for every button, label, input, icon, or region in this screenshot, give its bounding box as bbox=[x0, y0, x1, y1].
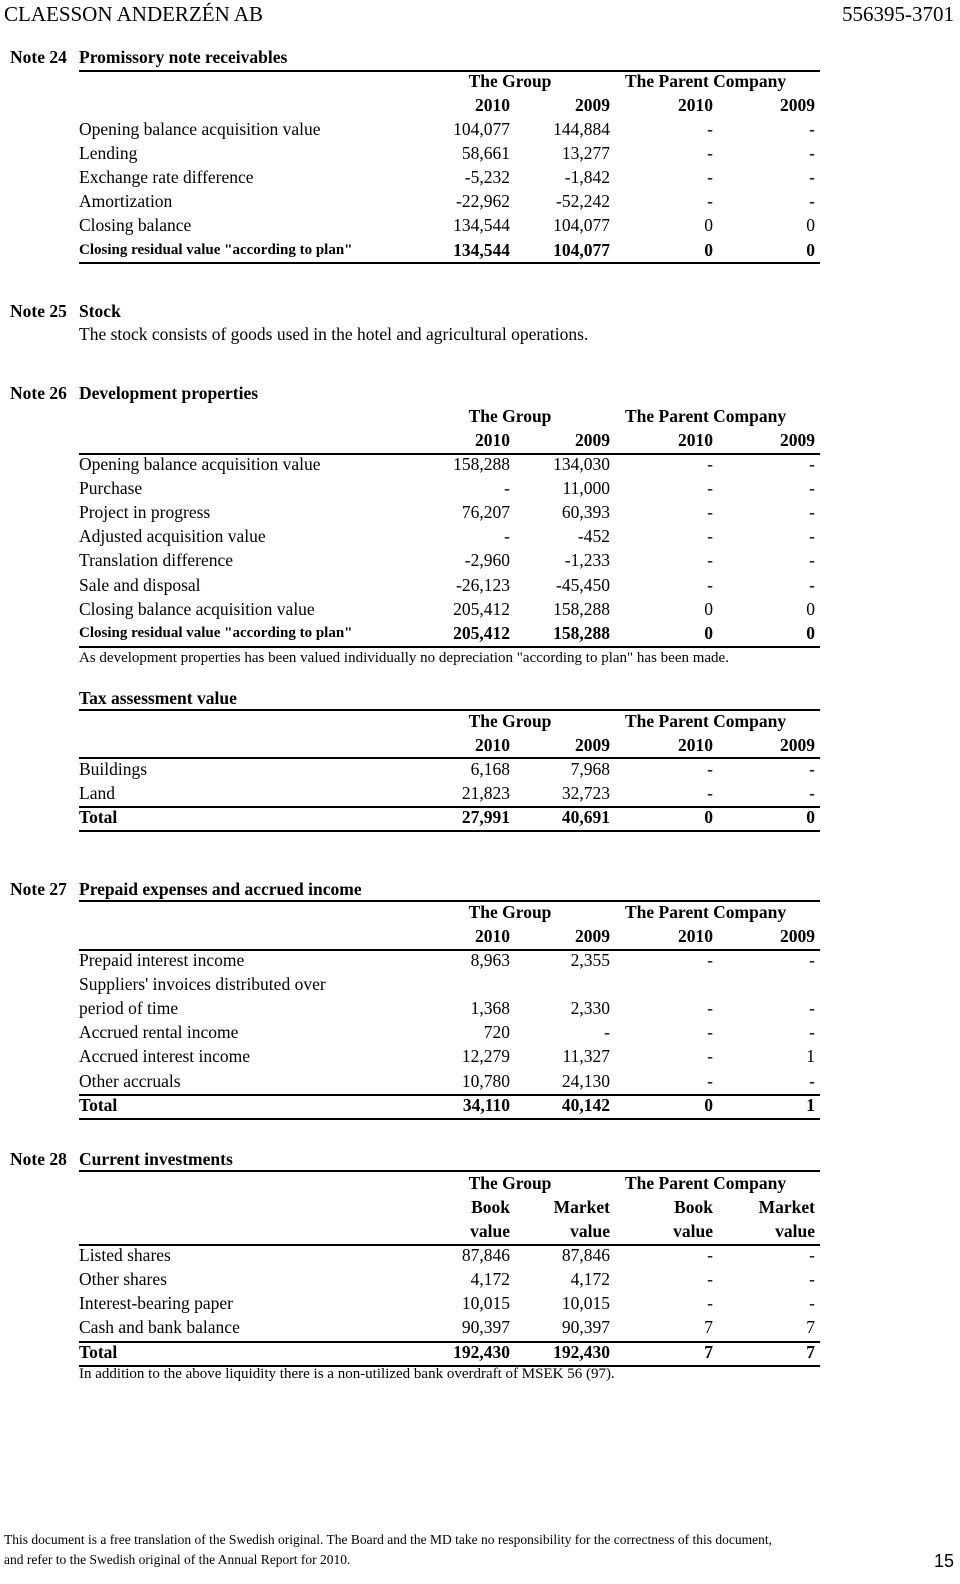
value-cell: - bbox=[809, 1245, 815, 1265]
value-cell: - bbox=[707, 1070, 713, 1091]
value-cell: 104,077 bbox=[553, 215, 610, 236]
value-cell: - bbox=[707, 478, 713, 499]
value-cell: 7 bbox=[806, 1317, 815, 1338]
note-title: Development properties bbox=[79, 383, 259, 403]
row-label: Closing balance acquisition value bbox=[79, 598, 315, 619]
value-cell: 104,077 bbox=[553, 239, 610, 260]
divider bbox=[79, 830, 820, 832]
row-label: Project in progress bbox=[79, 502, 211, 523]
divider bbox=[79, 646, 820, 648]
value-cell: - bbox=[504, 526, 510, 547]
footer-reference: and refer to the Swedish original of the Annual Report for 2010. bbox=[4, 1552, 351, 1567]
value-cell: 27,991 bbox=[461, 807, 510, 827]
row-label: Buildings bbox=[79, 759, 148, 779]
value-cell: 40,691 bbox=[561, 807, 610, 827]
company-name: CLAESSON ANDERZÉN AB bbox=[4, 2, 264, 26]
value-cell: 60,393 bbox=[561, 502, 610, 523]
column-header: Book bbox=[471, 1197, 510, 1218]
column-header: value bbox=[570, 1221, 610, 1242]
value-cell: - bbox=[707, 1293, 713, 1314]
row-label: Cash and bank balance bbox=[79, 1317, 240, 1338]
value-cell: -452 bbox=[577, 526, 610, 547]
value-cell: -52,242 bbox=[556, 191, 610, 212]
column-header: value bbox=[775, 1221, 815, 1242]
column-header: 2009 bbox=[780, 95, 815, 116]
value-cell: 158,288 bbox=[553, 598, 610, 619]
value-cell: 0 bbox=[704, 598, 713, 619]
row-label: Total bbox=[79, 1095, 118, 1115]
column-group-header: The Parent Company bbox=[625, 71, 787, 91]
value-cell: - bbox=[809, 1269, 815, 1290]
value-cell: 134,544 bbox=[453, 239, 510, 260]
value-cell: 58,661 bbox=[461, 143, 510, 164]
value-cell: 12,279 bbox=[461, 1046, 510, 1067]
column-header: 2010 bbox=[475, 735, 510, 756]
value-cell: 11,000 bbox=[562, 478, 610, 499]
tax-title: Tax assessment value bbox=[79, 688, 237, 708]
column-header: 2009 bbox=[780, 430, 815, 451]
value-cell: 0 bbox=[704, 622, 713, 643]
column-header: Market bbox=[758, 1197, 815, 1218]
value-cell: 0 bbox=[704, 215, 713, 236]
note-title: Promissory note receivables bbox=[79, 47, 288, 67]
divider bbox=[79, 1118, 820, 1120]
column-group-header: The Parent Company bbox=[625, 406, 787, 426]
value-cell: 1 bbox=[806, 1095, 815, 1115]
value-cell: 87,846 bbox=[461, 1245, 510, 1265]
value-cell: - bbox=[809, 478, 815, 499]
row-label: Suppliers' invoices distributed over bbox=[79, 974, 326, 995]
value-cell: 0 bbox=[704, 1095, 713, 1115]
column-group-header: The Group bbox=[468, 1173, 552, 1193]
value-cell: 2,330 bbox=[570, 998, 610, 1019]
row-label: period of time bbox=[79, 998, 179, 1019]
row-label: Exchange rate difference bbox=[79, 167, 254, 188]
value-cell: - bbox=[707, 502, 713, 523]
value-cell: 7,968 bbox=[570, 759, 610, 779]
value-cell: 21,823 bbox=[461, 783, 510, 804]
value-cell: - bbox=[707, 1022, 713, 1043]
value-cell: - bbox=[809, 119, 815, 139]
value-cell: - bbox=[809, 502, 815, 523]
value-cell: - bbox=[809, 950, 815, 970]
note-number: Note 28 bbox=[10, 1149, 67, 1169]
value-cell: 144,884 bbox=[553, 119, 610, 139]
value-cell: 13,277 bbox=[561, 143, 610, 164]
column-group-header: The Parent Company bbox=[625, 902, 787, 922]
value-cell: - bbox=[707, 167, 713, 188]
column-header: 2009 bbox=[780, 735, 815, 756]
value-cell: 205,412 bbox=[453, 598, 510, 619]
column-group-header: The Group bbox=[468, 902, 552, 922]
value-cell: - bbox=[707, 191, 713, 212]
value-cell: 104,077 bbox=[453, 119, 510, 139]
value-cell: 134,030 bbox=[553, 454, 610, 474]
value-cell: 0 bbox=[806, 598, 815, 619]
note-number: Note 26 bbox=[10, 383, 67, 403]
value-cell: -1,842 bbox=[564, 167, 610, 188]
value-cell: 76,207 bbox=[461, 502, 510, 523]
value-cell: - bbox=[604, 1022, 610, 1043]
value-cell: - bbox=[707, 950, 713, 970]
value-cell: - bbox=[809, 1293, 815, 1314]
value-cell: - bbox=[707, 783, 713, 804]
value-cell: 32,723 bbox=[561, 783, 610, 804]
footnote: As development properties has been valued individually no depreciation "according to plan" has been made. bbox=[79, 650, 729, 666]
value-cell: - bbox=[809, 167, 815, 188]
column-header: 2009 bbox=[575, 926, 610, 947]
column-group-header: The Parent Company bbox=[625, 711, 787, 731]
column-header: 2010 bbox=[678, 926, 713, 947]
row-label: Closing residual value "according to plan" bbox=[79, 241, 353, 258]
row-label: Sale and disposal bbox=[79, 574, 201, 595]
column-header: Book bbox=[674, 1197, 713, 1218]
value-cell: 134,544 bbox=[453, 215, 510, 236]
value-cell: 87,846 bbox=[561, 1245, 610, 1265]
value-cell: - bbox=[707, 759, 713, 779]
value-cell: 1 bbox=[806, 1046, 815, 1067]
row-label: Accrued rental income bbox=[79, 1022, 239, 1043]
value-cell: - bbox=[809, 1022, 815, 1043]
value-cell: -5,232 bbox=[464, 167, 510, 188]
value-cell: - bbox=[707, 1269, 713, 1290]
value-cell: - bbox=[809, 454, 815, 474]
value-cell: 0 bbox=[704, 807, 713, 827]
row-label: Other shares bbox=[79, 1269, 167, 1290]
value-cell: 6,168 bbox=[470, 759, 510, 779]
value-cell: 2,355 bbox=[570, 950, 610, 970]
value-cell: 0 bbox=[704, 239, 713, 260]
value-cell: 0 bbox=[806, 622, 815, 643]
value-cell: 158,288 bbox=[453, 454, 510, 474]
row-label: Total bbox=[79, 807, 118, 827]
title-underline bbox=[79, 1170, 820, 1172]
value-cell: 90,397 bbox=[461, 1317, 510, 1338]
column-header: value bbox=[470, 1221, 510, 1242]
value-cell: 720 bbox=[483, 1022, 510, 1043]
value-cell: 10,015 bbox=[461, 1293, 510, 1314]
value-cell: - bbox=[809, 998, 815, 1019]
value-cell: 205,412 bbox=[453, 622, 510, 643]
value-cell: 0 bbox=[806, 239, 815, 260]
value-cell: - bbox=[707, 574, 713, 595]
value-cell: 1,368 bbox=[470, 998, 510, 1019]
value-cell: - bbox=[809, 574, 815, 595]
column-header: Market bbox=[553, 1197, 610, 1218]
value-cell: -1,233 bbox=[564, 550, 610, 571]
row-label: Opening balance acquisition value bbox=[79, 454, 321, 474]
value-cell: 24,130 bbox=[561, 1070, 610, 1091]
value-cell: - bbox=[809, 191, 815, 212]
column-header: value bbox=[673, 1221, 713, 1242]
note-text: The stock consists of goods used in the hotel and agricultural operations. bbox=[79, 324, 589, 344]
value-cell: 8,963 bbox=[470, 950, 510, 970]
value-cell: - bbox=[809, 143, 815, 164]
value-cell: 192,430 bbox=[453, 1342, 510, 1362]
footnote: In addition to the above liquidity there is a non-utilized bank overdraft of MSEK 56 (97). bbox=[79, 1366, 615, 1382]
value-cell: 0 bbox=[806, 807, 815, 827]
value-cell: 34,110 bbox=[462, 1095, 510, 1115]
value-cell: 11,327 bbox=[562, 1046, 610, 1067]
note-number: Note 25 bbox=[10, 301, 67, 321]
column-group-header: The Group bbox=[468, 71, 552, 91]
value-cell: 7 bbox=[704, 1317, 713, 1338]
value-cell: 158,288 bbox=[553, 622, 610, 643]
value-cell: - bbox=[707, 143, 713, 164]
value-cell: - bbox=[707, 119, 713, 139]
row-label: Other accruals bbox=[79, 1070, 181, 1091]
value-cell: 4,172 bbox=[570, 1269, 610, 1290]
column-header: 2009 bbox=[575, 735, 610, 756]
value-cell: - bbox=[809, 759, 815, 779]
row-label: Translation difference bbox=[79, 550, 234, 571]
column-header: 2010 bbox=[475, 430, 510, 451]
row-label: Purchase bbox=[79, 478, 143, 499]
value-cell: - bbox=[707, 998, 713, 1019]
row-label: Land bbox=[79, 783, 115, 804]
value-cell: -45,450 bbox=[556, 574, 610, 595]
value-cell: 90,397 bbox=[561, 1317, 610, 1338]
column-group-header: The Group bbox=[468, 406, 552, 426]
value-cell: - bbox=[504, 478, 510, 499]
column-header: 2010 bbox=[475, 926, 510, 947]
column-header: 2010 bbox=[678, 430, 713, 451]
row-label: Closing balance bbox=[79, 215, 192, 236]
value-cell: -22,962 bbox=[456, 191, 510, 212]
value-cell: 10,015 bbox=[561, 1293, 610, 1314]
column-header: 2010 bbox=[475, 95, 510, 116]
value-cell: - bbox=[809, 526, 815, 547]
column-group-header: The Parent Company bbox=[625, 1173, 787, 1193]
row-label: Closing residual value "according to plan" bbox=[79, 624, 353, 641]
row-label: Amortization bbox=[79, 191, 173, 212]
value-cell: -2,960 bbox=[464, 550, 510, 571]
value-cell: 4,172 bbox=[470, 1269, 510, 1290]
column-header: 2010 bbox=[678, 95, 713, 116]
column-header: 2010 bbox=[678, 735, 713, 756]
note-number: Note 27 bbox=[10, 879, 67, 899]
row-label: Prepaid interest income bbox=[79, 950, 245, 970]
value-cell: - bbox=[707, 550, 713, 571]
row-label: Lending bbox=[79, 143, 138, 164]
divider bbox=[79, 262, 820, 264]
org-number: 556395-3701 bbox=[842, 2, 954, 26]
column-header: 2009 bbox=[575, 430, 610, 451]
value-cell: - bbox=[707, 1245, 713, 1265]
row-label: Opening balance acquisition value bbox=[79, 119, 321, 139]
row-label: Adjusted acquisition value bbox=[79, 526, 266, 547]
column-header: 2009 bbox=[780, 926, 815, 947]
row-label: Accrued interest income bbox=[79, 1046, 251, 1067]
value-cell: -26,123 bbox=[456, 574, 510, 595]
value-cell: - bbox=[707, 526, 713, 547]
value-cell: - bbox=[707, 1046, 713, 1067]
page-number: 15 bbox=[933, 1551, 954, 1571]
value-cell: 7 bbox=[704, 1342, 713, 1362]
column-group-header: The Group bbox=[468, 711, 552, 731]
value-cell: - bbox=[809, 1070, 815, 1091]
value-cell: - bbox=[809, 783, 815, 804]
note-title: Current investments bbox=[79, 1149, 233, 1169]
value-cell: 0 bbox=[806, 215, 815, 236]
column-header: 2009 bbox=[575, 95, 610, 116]
row-label: Interest-bearing paper bbox=[79, 1293, 234, 1314]
row-label: Listed shares bbox=[79, 1245, 171, 1265]
row-label: Total bbox=[79, 1342, 118, 1362]
value-cell: 10,780 bbox=[461, 1070, 510, 1091]
value-cell: 7 bbox=[806, 1342, 815, 1362]
note-title: Stock bbox=[79, 301, 121, 321]
value-cell: 192,430 bbox=[553, 1342, 610, 1362]
note-title: Prepaid expenses and accrued income bbox=[79, 879, 362, 899]
value-cell: - bbox=[809, 550, 815, 571]
footer-disclaimer: This document is a free translation of the Swedish original. The Board and the MD take no responsibility for the correctness of this document, bbox=[4, 1532, 772, 1547]
value-cell: 40,142 bbox=[561, 1095, 610, 1115]
value-cell: - bbox=[707, 454, 713, 474]
note-number: Note 24 bbox=[10, 47, 67, 67]
